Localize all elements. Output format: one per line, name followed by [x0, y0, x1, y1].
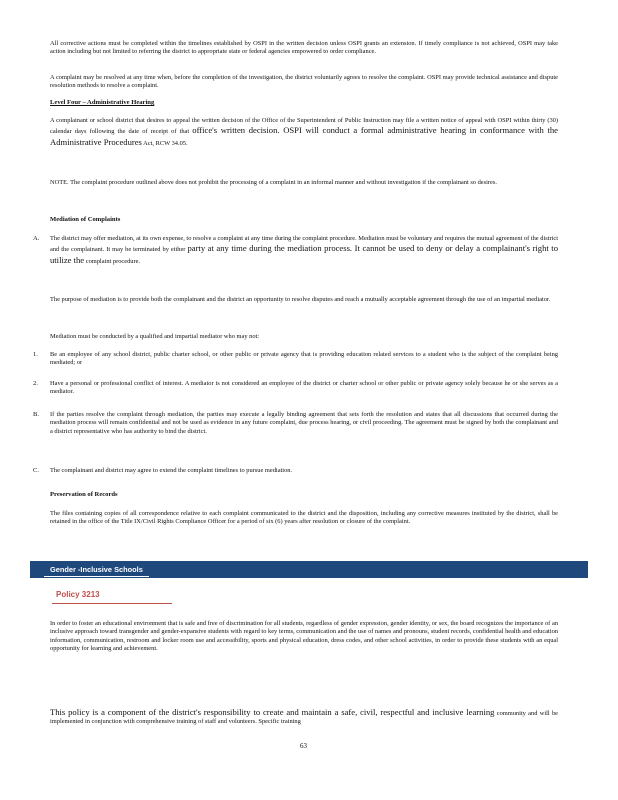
mediator-rule-2: Have a personal or professional conflict of interest. A mediator is not considered an employee of the district or charter school or other public or private agency solely because he or she serves as a mediator.	[50, 380, 558, 396]
policy-component-large: This policy is a component of the district's responsibility to create and maintain a safe, civil, respectful and inclusive learning	[50, 707, 495, 717]
corrective-actions-paragraph: All corrective actions must be completed within the timelines established by OSPI in the written decision unless OSPI grants an extension. If timely compliance is not achieved, OSPI may take action including but not limited to referring the district to appropriate state or federal agencies empowered to order compliance.	[50, 40, 558, 56]
mediation-heading: Mediation of Complaints	[50, 216, 121, 223]
item-a-text-small: The district may offer mediation, at its own expense, to resolve a complaint at any time during the complaint procedure. Mediation must be voluntary and requires the mutual agreement of the district and the complainant. It may be terminated by either	[50, 235, 558, 254]
appeal-text-small: A complainant or school district that desires to appeal the written decision of the Office of the Superintendent of Public Instruction may file a written notice of appeal with OSPI within thirty (30) calendar days following the date of receipt of that	[50, 117, 558, 136]
appeal-text-large: office's written decision. OSPI will conduct a formal administrative hearing in conformance with the Administrative Procedures	[50, 125, 558, 147]
mediation-item-a	[50, 235, 558, 266]
preservation-heading: Preservation of Records	[50, 491, 118, 498]
page-number: 63	[300, 742, 307, 750]
mediation-purpose-paragraph: The purpose of mediation is to provide both the complainant and the district an opportunity to resolve disputes and reach a mutually acceptable agreement through the use of an impartial mediator.	[50, 296, 551, 303]
level-four-heading	[50, 99, 154, 106]
mediation-item-b: If the parties resolve the complaint through mediation, the parties may execute a legally binding agreement that sets forth the resolution and states that all discussions that occurred during the mediation process will remain confidential and not be used as evidence in any future complaint, due process hearing, or civil proceeding. The agreement must be signed by both the complainant and a district representative who has authority to bind the district.	[50, 411, 558, 435]
appeal-text-end: Act, RCW 34.05.	[143, 139, 188, 147]
gender-inclusive-paragraph: In order to foster an educational environment that is safe and free of discrimination for all students, regardless of gender expression, gender identity, or sex, the board recognizes the importance of an inclusive approach toward transgender and gender-expansive students with regard to key terms, communication and the use of names and pronouns, student records, confidential health and education information, communication, restroom and locker room use and accessibility, sports and physical education, dress codes, and other school activities, in order to provide these students with an equal opportunity for learning and achievement.	[50, 620, 558, 652]
mediator-rule-1: Be an employee of any school district, public charter school, or other public or private agency that is providing education related services to a student who is the subject of the complaint being mediated; or	[50, 351, 558, 367]
policy-label: Policy 3213	[56, 590, 100, 599]
note-paragraph: NOTE. The complaint procedure outlined above does not prohibit the processing of a complaint in an informal manner and without investigation if the complainant so desires.	[50, 179, 497, 186]
policy-component-small: community and will be implemented in conjunction with comprehensive training of staff and volunteers. Specific training	[50, 710, 558, 726]
voluntary-resolution-paragraph: A complaint may be resolved at any time when, before the completion of the investigation, the district voluntarily agrees to resolve the complaint. OSPI may provide technical assistance and dispute resolution methods to resolve a complaint.	[50, 74, 558, 90]
item-a-text-large: party at any time during the mediation process. It cannot be used to deny or delay a complainant's right to utilize the	[50, 243, 558, 265]
section-title-underline	[44, 576, 149, 577]
section-title-text: Gender -Inclusive Schools	[50, 565, 143, 574]
appeal-paragraph	[50, 117, 558, 148]
section-title	[50, 565, 143, 574]
item-b-marker: B.	[33, 411, 40, 418]
item-c-marker: C.	[33, 467, 40, 474]
item-a-text-end: complaint procedure.	[85, 257, 141, 265]
item-a-marker: A.	[33, 235, 40, 242]
mediation-item-c: The complainant and district may agree to extend the complaint timelines to pursue mediation.	[50, 467, 293, 474]
item-2-marker: 2.	[33, 380, 38, 387]
policy-divider	[52, 603, 172, 604]
preservation-paragraph: The files containing copies of all correspondence relative to each complaint communicated to the district and the disposition, including any corrective measures instituted by the district, shall be retained in the office of the Title IX/Civil Rights Compliance Officer for a period of six (6) years after resolution or closure of the complaint.	[50, 510, 558, 526]
policy-component-paragraph	[50, 707, 558, 727]
mediator-requirements-paragraph: Mediation must be conducted by a qualified and impartial mediator who may not:	[50, 333, 260, 340]
item-1-marker: 1.	[33, 351, 38, 358]
level-four-heading-text: Level Four – Administrative Hearing	[50, 99, 155, 106]
